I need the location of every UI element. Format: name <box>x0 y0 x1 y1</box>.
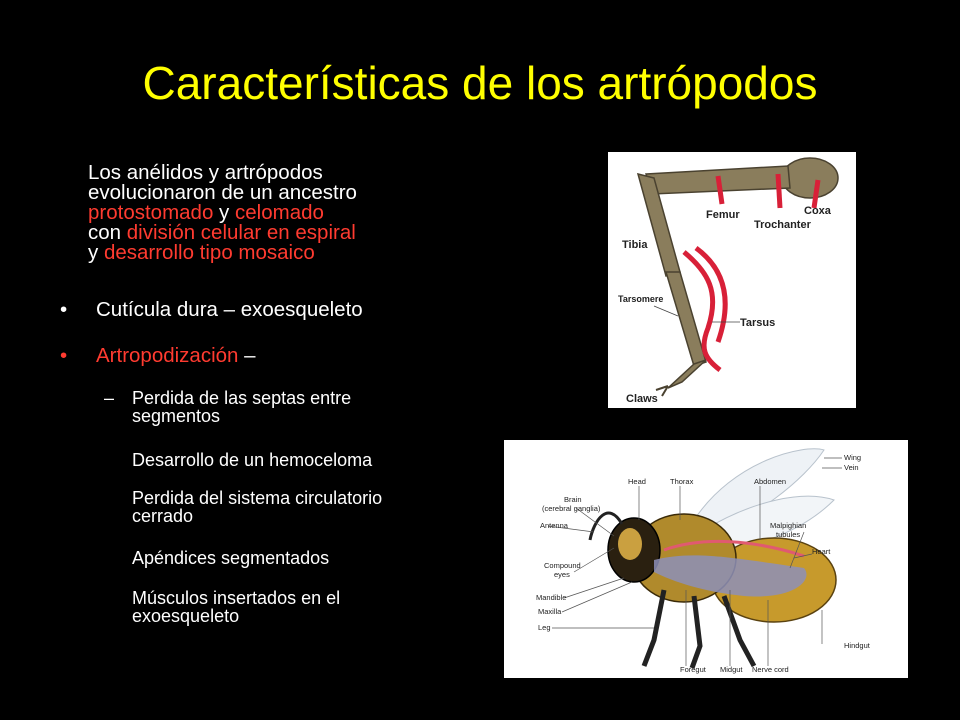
bee-illustration <box>504 440 908 678</box>
tarsus-segment <box>668 360 706 388</box>
intro-line: Los anélidos y artrópodos <box>88 161 323 184</box>
subitem-line: cerrado <box>132 505 194 526</box>
leader-line <box>654 306 678 316</box>
intro-connector: y <box>213 201 236 225</box>
subitem-line: exoesqueleto <box>132 605 240 626</box>
label-malpighian: Malpighian <box>770 521 807 530</box>
leg-illustration <box>608 152 856 408</box>
term-artropodizacion: Artropodización <box>96 344 239 367</box>
term-celomado: celomado <box>235 201 324 225</box>
intro-connector: y <box>88 241 104 265</box>
bullet-marker: • <box>60 298 68 321</box>
bullet-marker: • <box>60 344 68 367</box>
label-femur: Femur <box>706 209 740 221</box>
subitem-line: segmentos <box>132 405 221 426</box>
label-tubules: tubules <box>776 530 801 539</box>
coxa-segment <box>782 158 838 198</box>
label-brain: Brain <box>564 495 582 504</box>
bullet-tail: – <box>238 344 256 367</box>
label-maxilla: Maxilla <box>538 607 562 616</box>
bee-anatomy-diagram <box>504 440 908 678</box>
bullet-text <box>96 346 256 367</box>
term-division-espiral: división celular en espiral <box>126 221 356 245</box>
label-foregut: Foregut <box>680 665 706 674</box>
intro-paragraph <box>88 163 468 263</box>
arthropod-leg-diagram <box>608 152 856 408</box>
label-head: Head <box>628 477 646 486</box>
claws-shape <box>656 386 668 396</box>
label-hindgut: Hindgut <box>844 641 870 650</box>
label-nervecord: Nerve cord <box>752 665 789 674</box>
label-mandible: Mandible <box>536 593 567 602</box>
label-vein: Vein <box>844 463 859 472</box>
subitem-line: Músculos insertados en el <box>132 588 341 608</box>
subitem-apendices: Apéndices segmentados <box>132 548 330 568</box>
intro-line <box>88 243 468 263</box>
label-thorax: Thorax <box>670 477 694 486</box>
sub-dash: – <box>104 388 115 408</box>
label-tarsus: Tarsus <box>740 317 776 329</box>
slide-title: Características de los artrópodos <box>142 57 818 109</box>
label-coxa: Coxa <box>804 205 831 217</box>
intro-line <box>88 203 468 223</box>
compound-eye-shape <box>618 528 642 560</box>
subitem-line: Perdida de las septas entre <box>132 388 352 408</box>
label-compound: Compound <box>544 561 581 570</box>
intro-connector: con <box>88 221 127 245</box>
label-heart: Heart <box>812 547 831 556</box>
subitem-septas <box>104 388 492 426</box>
label-brain-sub: (cerebral ganglia) <box>542 504 601 513</box>
subitem-line: Perdida del sistema circulatorio <box>132 488 383 508</box>
subitem-hemoceloma: Desarrollo de un hemoceloma <box>132 450 373 470</box>
label-wing: Wing <box>844 453 862 462</box>
intro-line <box>88 223 468 243</box>
term-protostomado: protostomado <box>88 201 214 225</box>
label-tibia: Tibia <box>622 239 648 251</box>
label-claws: Claws <box>626 393 658 405</box>
leg-shape <box>692 596 700 668</box>
label-tarsomere: Tarsomere <box>618 294 664 304</box>
label-abdomen: Abdomen <box>754 477 787 486</box>
subitem-musculos <box>132 590 492 625</box>
tarsomere-segment <box>666 272 706 366</box>
label-leg: Leg <box>538 623 551 632</box>
label-midgut: Midgut <box>720 665 743 674</box>
intro-line: evolucionaron de un ancestro <box>88 181 357 205</box>
label-eyes: eyes <box>554 570 570 579</box>
subitem-circulatorio <box>132 490 492 525</box>
term-desarrollo-mosaico: desarrollo tipo mosaico <box>103 241 315 265</box>
bullet-text: Cutícula dura – exoesqueleto <box>96 298 363 321</box>
label-antenna: Antenna <box>540 521 568 530</box>
label-trochanter: Trochanter <box>754 219 811 231</box>
muscle-trochanter <box>778 174 780 208</box>
